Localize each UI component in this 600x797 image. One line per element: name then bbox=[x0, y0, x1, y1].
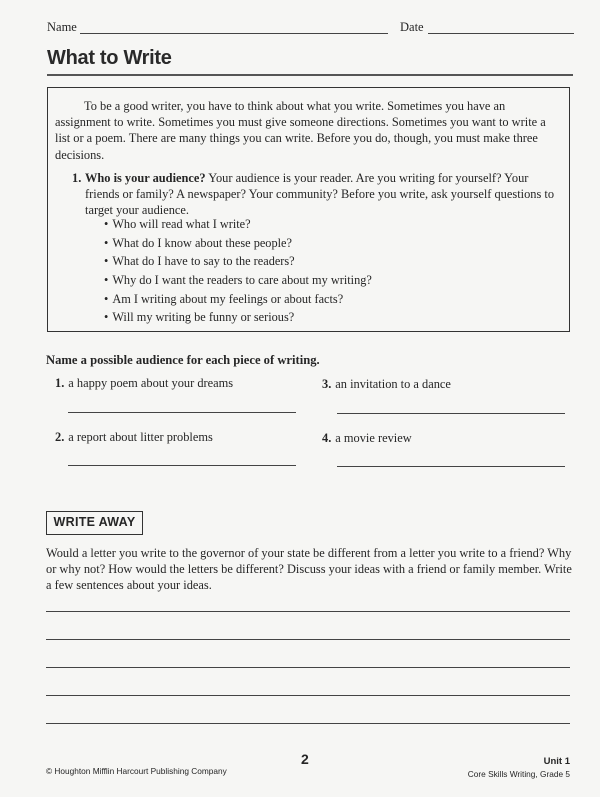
page-number: 2 bbox=[301, 751, 309, 767]
name-label: Name bbox=[47, 20, 77, 34]
question-list bbox=[104, 215, 372, 327]
answer-line-4[interactable] bbox=[337, 466, 565, 467]
list-item: • What do I have to say to the readers? bbox=[104, 252, 372, 271]
answer-line-3[interactable] bbox=[337, 413, 565, 414]
question-1-number: 1. bbox=[72, 171, 82, 185]
answer-line-1[interactable] bbox=[68, 412, 296, 413]
question-1 bbox=[72, 170, 557, 219]
name-field-line[interactable] bbox=[80, 33, 388, 34]
exercise-item-2: 2. a report about litter problems bbox=[55, 430, 213, 444]
date-field-line[interactable] bbox=[428, 33, 574, 34]
write-away-prompt: Would a letter you write to the governor of your state be different from a letter you write to a friend? Why or why not? How would the letters be different? Discuss your ideas with a friend or family member. Write a few sentences about your ideas. bbox=[46, 546, 572, 593]
list-item: • Am I writing about my feelings or about facts? bbox=[104, 290, 372, 309]
write-away-label: WRITE AWAY bbox=[46, 511, 143, 535]
writing-line[interactable] bbox=[46, 611, 570, 612]
exercise-item-3: 3. an invitation to a dance bbox=[322, 377, 451, 391]
question-1-text: Your audience is your reader. Are you writing for yourself? Your friends or family? A newspaper? Your community? Before you write, ask yourself questions to target your audience. bbox=[85, 171, 555, 218]
unit-label: Unit 1 bbox=[543, 756, 570, 767]
list-item: • What do I know about these people? bbox=[104, 234, 372, 253]
list-item: • Will my writing be funny or serious? bbox=[104, 308, 372, 327]
writing-line[interactable] bbox=[46, 667, 570, 668]
list-item: • Why do I want the readers to care about my writing? bbox=[104, 271, 372, 290]
writing-line[interactable] bbox=[46, 639, 570, 640]
page-title: What to Write bbox=[47, 47, 172, 69]
exercise-instruction: Name a possible audience for each piece of writing. bbox=[46, 353, 320, 367]
date-label: Date bbox=[400, 20, 424, 34]
exercise-item-4: 4. a movie review bbox=[322, 431, 412, 445]
exercise-item-1: 1. a happy poem about your dreams bbox=[55, 376, 234, 390]
copyright-notice: © Houghton Mifflin Harcourt Publishing Company bbox=[46, 766, 227, 776]
writing-line[interactable] bbox=[46, 723, 570, 724]
question-1-heading: Who is your audience? bbox=[85, 171, 206, 185]
answer-line-2[interactable] bbox=[68, 465, 296, 466]
writing-line[interactable] bbox=[46, 695, 570, 696]
series-label: Core Skills Writing, Grade 5 bbox=[467, 769, 570, 779]
title-rule bbox=[47, 74, 573, 76]
list-item: • Who will read what I write? bbox=[104, 215, 372, 234]
intro-paragraph: To be a good writer, you have to think about what you write. Sometimes you have an assignment to write. Sometimes you must give someone directions. Sometimes you want to write a list or a poem. There are many things you can write. Before you do, though, you must make three decisions. bbox=[55, 99, 546, 162]
